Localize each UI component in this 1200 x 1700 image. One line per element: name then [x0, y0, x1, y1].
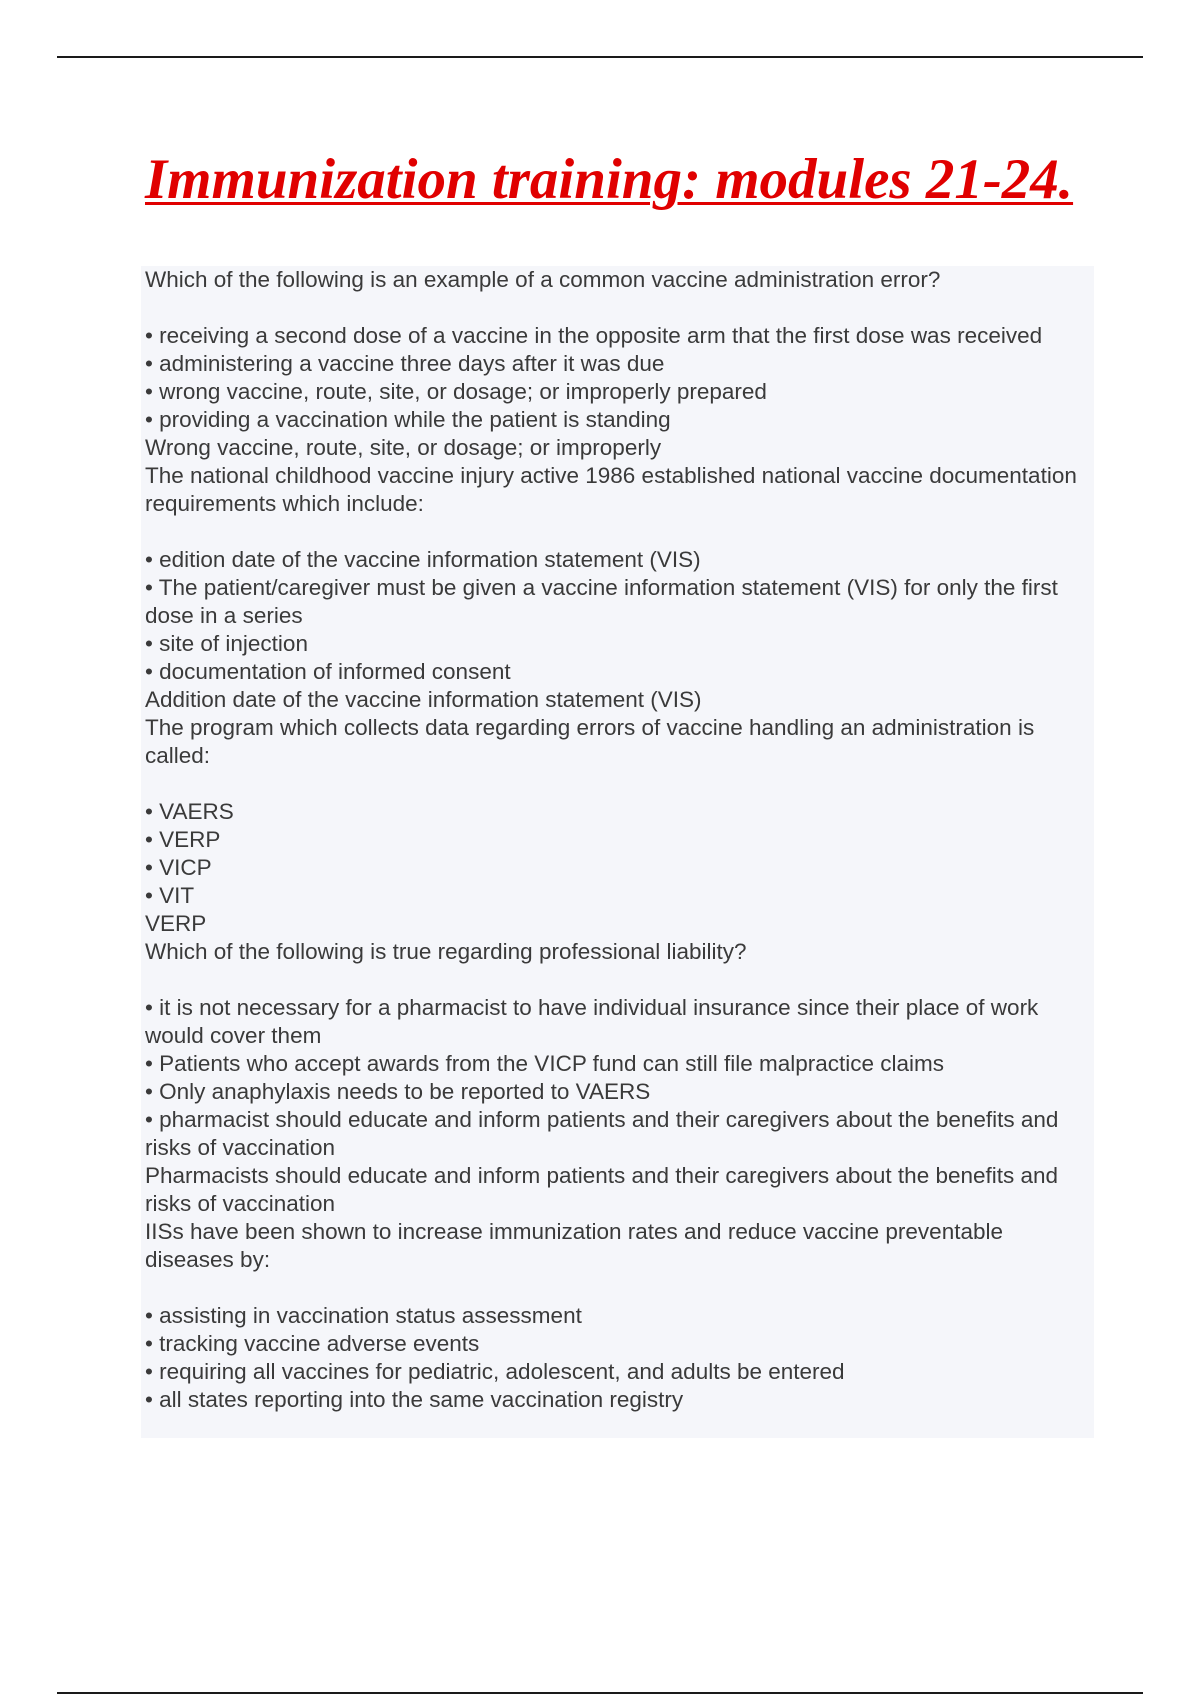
qa-item-1: [145, 266, 1094, 462]
option-list: [145, 546, 1094, 686]
option-list: [145, 1302, 1094, 1414]
option-item: • VICP: [145, 855, 212, 880]
option-item: • documentation of informed consent: [145, 659, 511, 684]
option-item: • requiring all vaccines for pediatric, adolescent, and adults be entered: [145, 1359, 845, 1384]
option-item: • Patients who accept awards from the VICP fund can still file malpractice claims: [145, 1051, 945, 1076]
option-item: • providing a vaccination while the patient is standing: [145, 407, 671, 432]
qa-content: [141, 266, 1094, 1438]
option-item: • pharmacist should educate and inform patients and their caregivers about the benefits and risks of vaccination: [145, 1107, 1059, 1160]
option-item: • edition date of the vaccine information statement (VIS): [145, 547, 701, 572]
option-item: • administering a vaccine three days after it was due: [145, 351, 665, 376]
qa-item-4: [145, 938, 1094, 1218]
top-rule: [57, 56, 1143, 58]
question-text: Which of the following is true regarding professional liability?: [145, 939, 747, 964]
answer-text: Addition date of the vaccine information statement (VIS): [145, 687, 702, 712]
option-item: • Only anaphylaxis needs to be reported to VAERS: [145, 1079, 651, 1104]
qa-item-3: [145, 714, 1094, 938]
option-item: • all states reporting into the same vaccination registry: [145, 1387, 684, 1412]
option-item: • VERP: [145, 827, 221, 852]
qa-item-2: [145, 462, 1094, 714]
question-text: The program which collects data regarding errors of vaccine handling an administration is called:: [145, 715, 1035, 768]
option-item: • assisting in vaccination status assessment: [145, 1303, 582, 1328]
option-item: • wrong vaccine, route, site, or dosage; or improperly prepared: [145, 379, 767, 404]
answer-text: Wrong vaccine, route, site, or dosage; or improperly: [145, 435, 662, 460]
answer-text: VERP: [145, 911, 207, 936]
option-list: [145, 798, 1094, 910]
option-item: • VAERS: [145, 799, 234, 824]
option-item: • The patient/caregiver must be given a vaccine information statement (VIS) for only the first dose in a series: [145, 575, 1058, 628]
bottom-rule: [57, 1692, 1143, 1694]
option-item: • site of injection: [145, 631, 308, 656]
option-list: [145, 322, 1094, 434]
option-list: [145, 994, 1094, 1162]
option-item: • VIT: [145, 883, 195, 908]
question-text: The national childhood vaccine injury active 1986 established national vaccine documentation requirements which include:: [145, 463, 1077, 516]
document-title: Immunization training: modules 21-24.: [145, 148, 1074, 211]
question-text: Which of the following is an example of a common vaccine administration error?: [145, 267, 941, 292]
question-text: IISs have been shown to increase immunization rates and reduce vaccine preventable diseases by:: [145, 1219, 1003, 1272]
option-item: • tracking vaccine adverse events: [145, 1331, 480, 1356]
answer-text: Pharmacists should educate and inform patients and their caregivers about the benefits and risks of vaccination: [145, 1163, 1059, 1216]
option-item: • it is not necessary for a pharmacist to have individual insurance since their place of work would cover them: [145, 995, 1039, 1048]
option-item: • receiving a second dose of a vaccine in the opposite arm that the first dose was received: [145, 323, 1043, 348]
qa-item-5: [145, 1218, 1094, 1414]
